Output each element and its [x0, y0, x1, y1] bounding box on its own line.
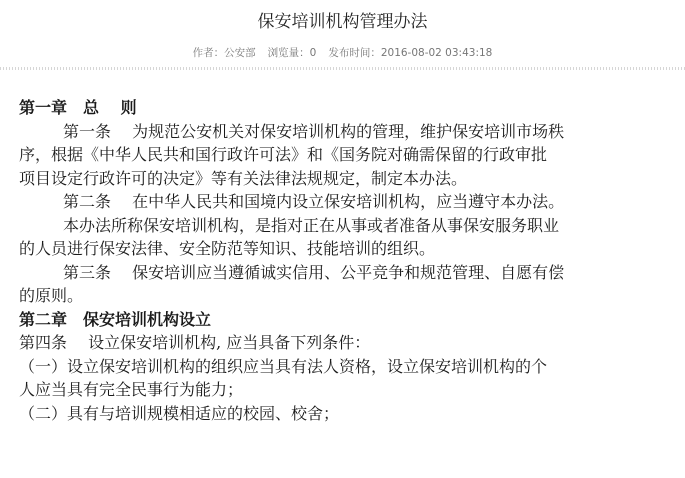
article-1-line: 序，根据《中华人民共和国行政许可法》和《国务院对确需保留的行政审批	[19, 145, 548, 164]
article-header	[0, 0, 685, 70]
views-count: 0	[309, 47, 317, 59]
views-label: 浏览量：	[267, 47, 310, 59]
article-3-line: 第三条 保安培训应当遵循诚实信用、公平竞争和规范管理、自愿有偿	[63, 262, 565, 282]
header-divider	[0, 67, 685, 70]
article-2-paragraph-line: 的人员进行保安法律、安全防范等知识、技能培训的组织。	[19, 239, 436, 258]
condition-item-line: （一）设立保安培训机构的组织应当具有法人资格，设立保安培训机构的个	[19, 356, 548, 376]
condition-item-line: （二）具有与培训规模相适应的校园、校舍；	[19, 403, 340, 423]
chapter-heading: 第二章 保安培训机构设立	[19, 309, 212, 329]
article-3-line: 的原则。	[19, 286, 84, 305]
published-label: 发布时间：	[328, 47, 381, 59]
article-meta	[0, 45, 685, 61]
article-2-line: 第二条 在中华人民共和国境内设立保安培训机构，应当遵守本办法。	[63, 192, 565, 211]
article-2-paragraph-line: 本办法所称保安培训机构，是指对正在从事或者准备从事保安服务职业	[63, 215, 560, 235]
chapter-heading: 第一章 总 则	[19, 98, 137, 117]
article-4-line: 第四条 设立保安培训机构, 应当具备下列条件：	[19, 333, 371, 352]
article-1-line: 项目设定行政许可的决定》等有关法律法规规定，制定本办法。	[19, 168, 468, 188]
condition-item-line: 人应当具有完全民事行为能力；	[19, 380, 244, 399]
article-1-line: 第一条 为规范公安机关对保安培训机构的管理，维护保安培训市场秩	[63, 121, 565, 141]
author-value: 公安部	[224, 47, 256, 59]
article-title: 保安培训机构管理办法	[257, 12, 428, 32]
article-body	[19, 96, 669, 425]
author-label: 作者：	[192, 47, 225, 59]
published-time: 2016-08-02 03:43:18	[380, 47, 493, 59]
